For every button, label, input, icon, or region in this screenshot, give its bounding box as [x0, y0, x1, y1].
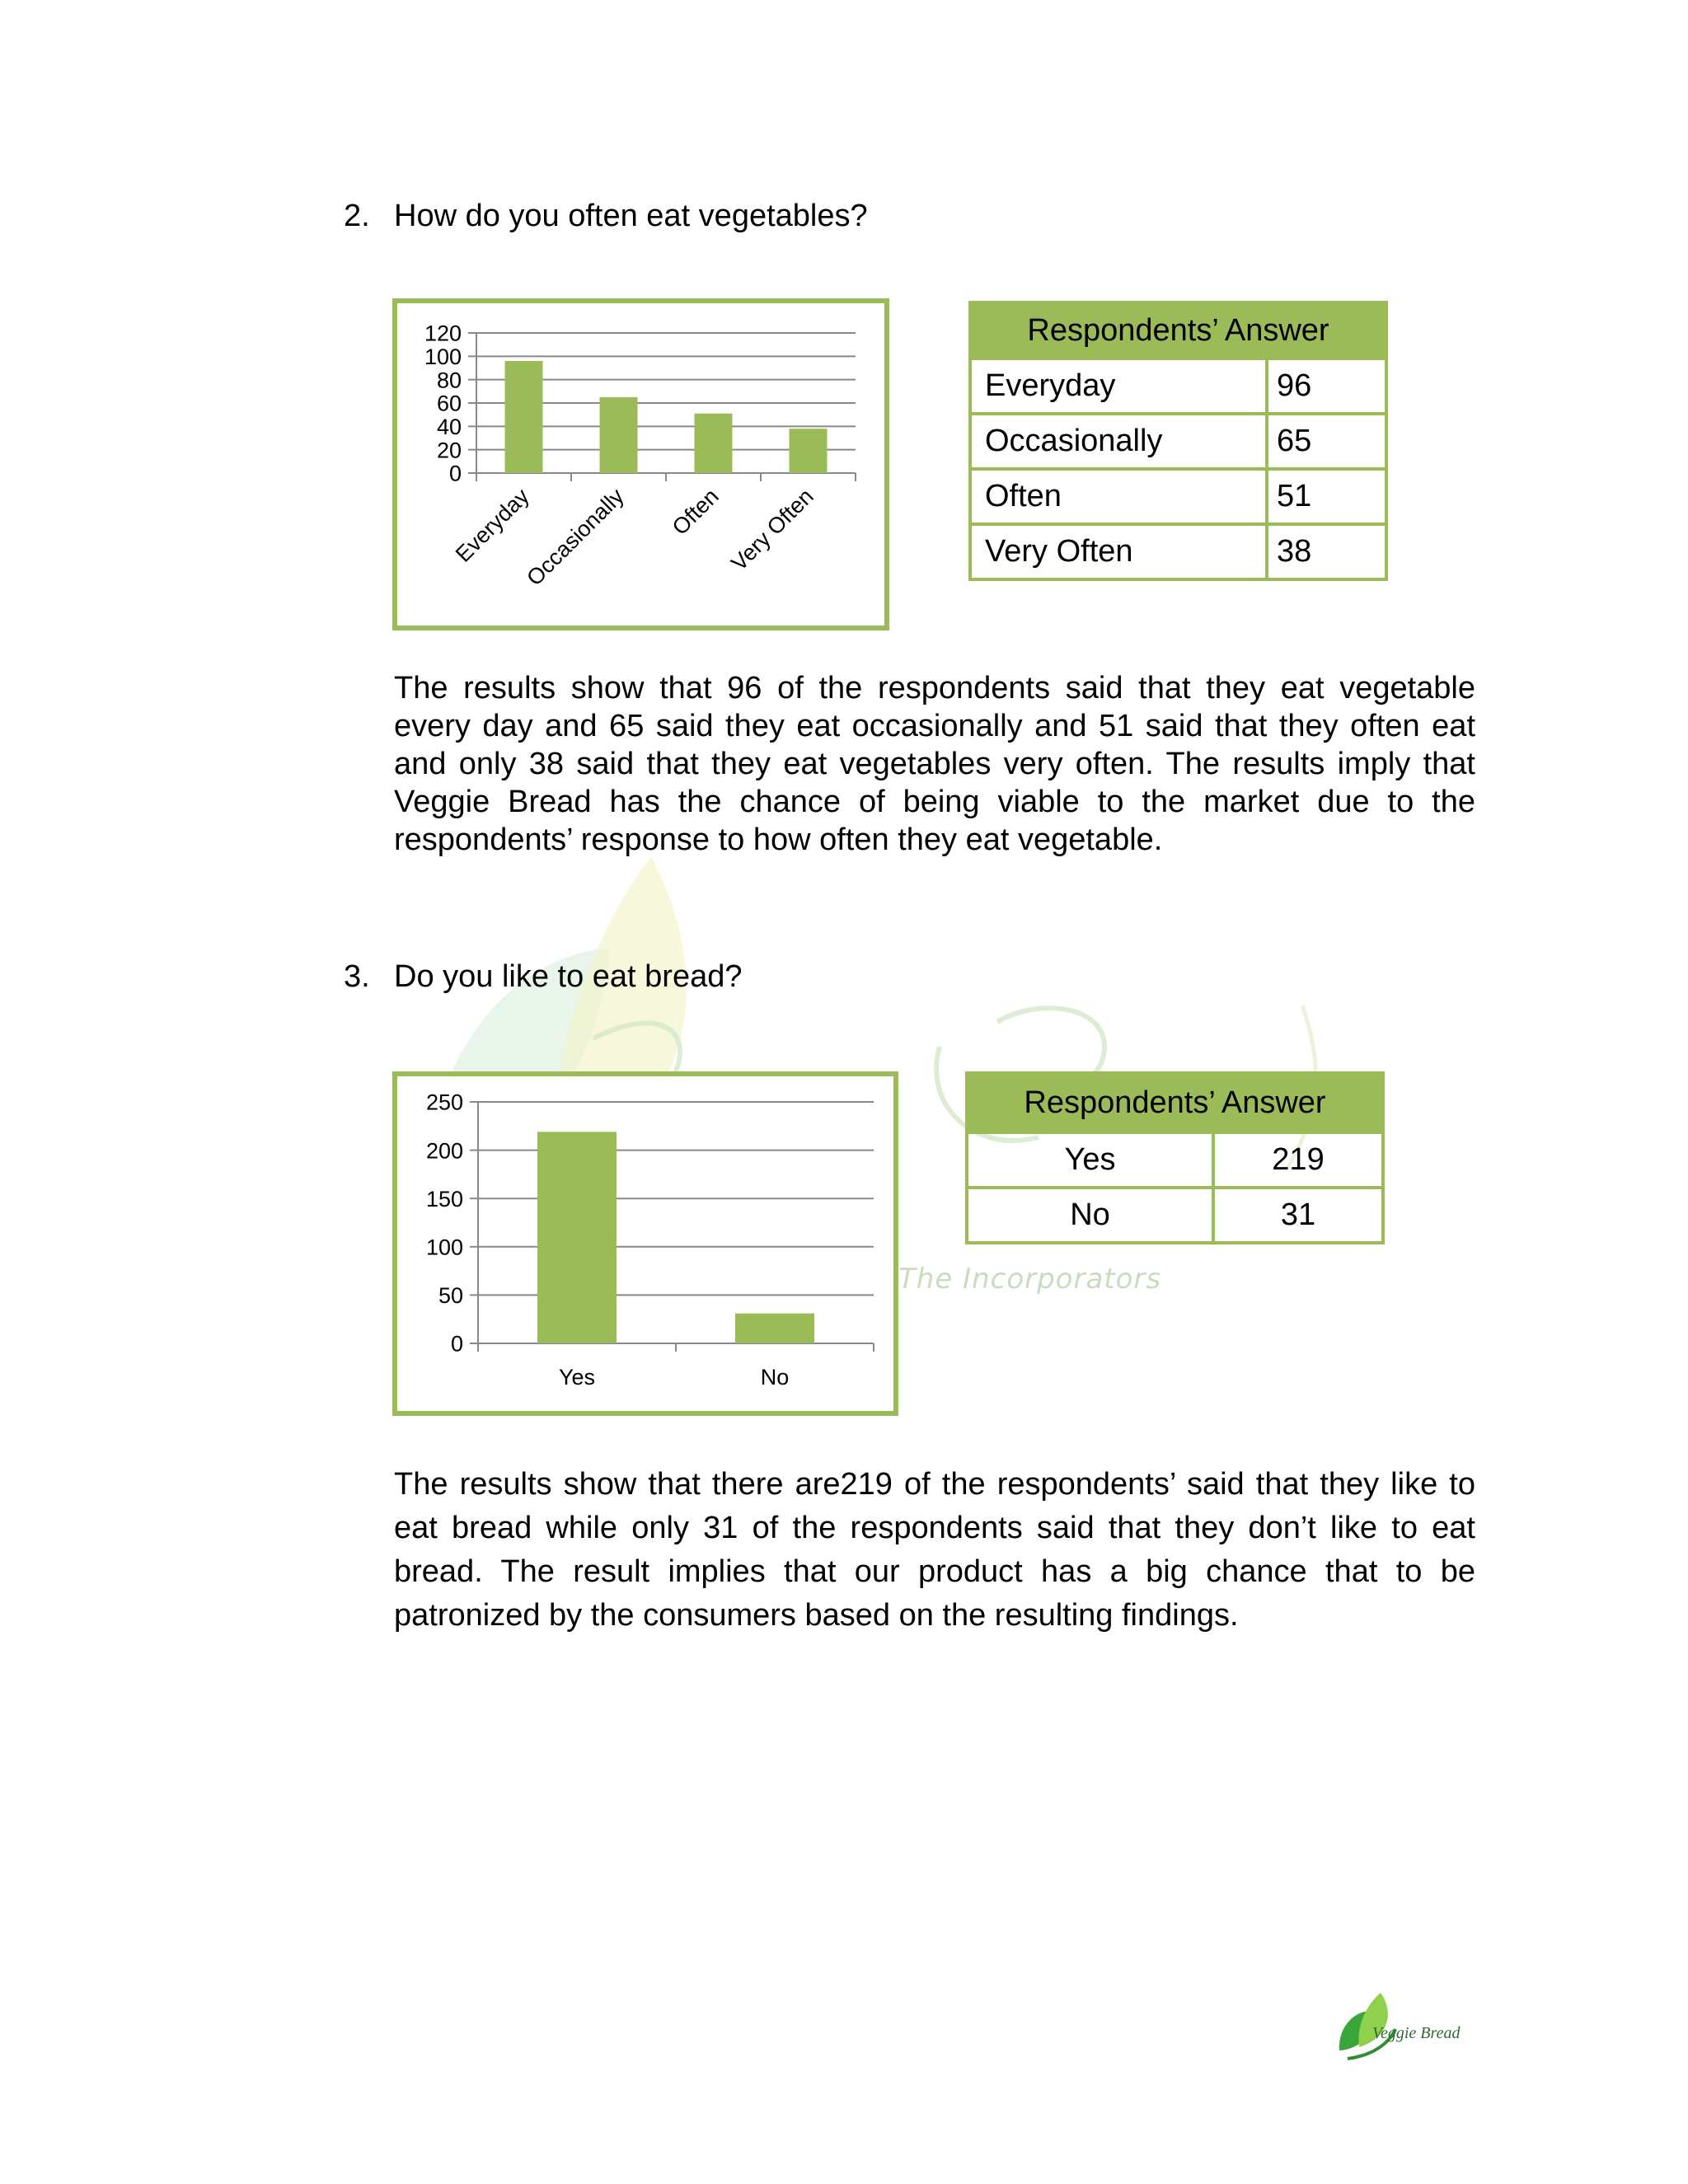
table-cell-value: 219: [1213, 1132, 1383, 1188]
y-tick-label: 40: [436, 415, 462, 440]
y-tick-label: 100: [425, 1235, 463, 1260]
logo-text: Veggie Bread: [1372, 2024, 1461, 2042]
chart-bread-preference-svg: [397, 1076, 903, 1421]
y-tick-label: 120: [424, 321, 462, 346]
bar: [537, 1132, 617, 1343]
chart-vegetable-frequency-svg: [397, 303, 894, 635]
table-cell-value: 31: [1213, 1188, 1383, 1243]
bar: [790, 429, 828, 473]
table-header: Respondents’ Answer: [967, 1073, 1383, 1132]
table-row: [970, 469, 1386, 524]
table-cell-value: 65: [1267, 414, 1386, 469]
x-tick-label: Very Often: [726, 484, 818, 576]
table-cell-value: 51: [1267, 469, 1386, 524]
y-tick-label: 100: [424, 344, 462, 370]
table-header: Respondents’ Answer: [970, 302, 1386, 359]
bar: [695, 414, 733, 473]
table-row: [967, 1132, 1383, 1188]
table-row: [970, 524, 1386, 579]
question-2-text: How do you often eat vegetables?: [394, 199, 868, 233]
y-tick-label: 50: [438, 1283, 463, 1309]
y-tick-label: 80: [436, 368, 462, 393]
table-cell-value: 96: [1267, 359, 1386, 414]
bar: [505, 361, 543, 473]
table-row: [967, 1188, 1383, 1243]
y-tick-label: 250: [425, 1090, 463, 1115]
y-tick-label: 60: [436, 391, 462, 416]
x-tick-label: Yes: [558, 1365, 596, 1390]
x-tick-label: No: [760, 1365, 790, 1390]
bar: [735, 1314, 814, 1343]
table-bread-preference: [965, 1071, 1385, 1244]
paragraph-bread-results: The results show that there are219 of the respondents’ said that they like to eat bread while only 31 of the respondents said that they don’t like to eat bread. The result implies that our product has a big chance that to be patronized by the consumers based on the resulting findings.: [394, 1467, 1475, 1633]
y-tick-label: 0: [448, 461, 462, 486]
question-2: [0, 198, 1688, 234]
paragraph-vegetable-results: The results show that 96 of the respondents said that they eat vegetable every day and 65 said they eat occasionally and 51 said that they often eat and only 38 said that they eat vegetables very often. The results imply that Veggie Bread has the chance of being viable to the market due to the respondents’ response to how often they eat vegetable.: [394, 671, 1475, 857]
watermark-tagline: The Incorporators: [898, 1263, 1162, 1296]
x-tick-label: Occasionally: [522, 484, 629, 591]
question-3-text: Do you like to eat bread?: [394, 959, 743, 994]
y-tick-label: 0: [450, 1331, 463, 1357]
x-tick-label: Everyday: [450, 484, 534, 567]
y-tick-label: 20: [436, 438, 462, 463]
question-3-number: 3.: [344, 959, 370, 994]
table-cell-label: Occasionally: [970, 414, 1267, 469]
bar: [600, 397, 638, 473]
table-cell-label: Yes: [967, 1132, 1213, 1188]
table-cell-label: Everyday: [970, 359, 1267, 414]
y-tick-label: 150: [425, 1186, 463, 1212]
table-cell-label: No: [967, 1188, 1213, 1243]
table-cell-label: Often: [970, 469, 1267, 524]
y-tick-label: 200: [425, 1138, 463, 1164]
footer-logo: [1331, 1986, 1496, 2069]
table-cell-label: Very Often: [970, 524, 1267, 579]
table-vegetable-frequency: [968, 301, 1388, 581]
table-row: [970, 414, 1386, 469]
question-2-number: 2.: [344, 199, 370, 233]
chart-vegetable-frequency: [392, 298, 889, 630]
table-row: [970, 359, 1386, 414]
question-3: [0, 958, 1688, 995]
table-cell-value: 38: [1267, 524, 1386, 579]
x-tick-label: Often: [667, 484, 724, 540]
chart-bread-preference: [392, 1071, 898, 1416]
